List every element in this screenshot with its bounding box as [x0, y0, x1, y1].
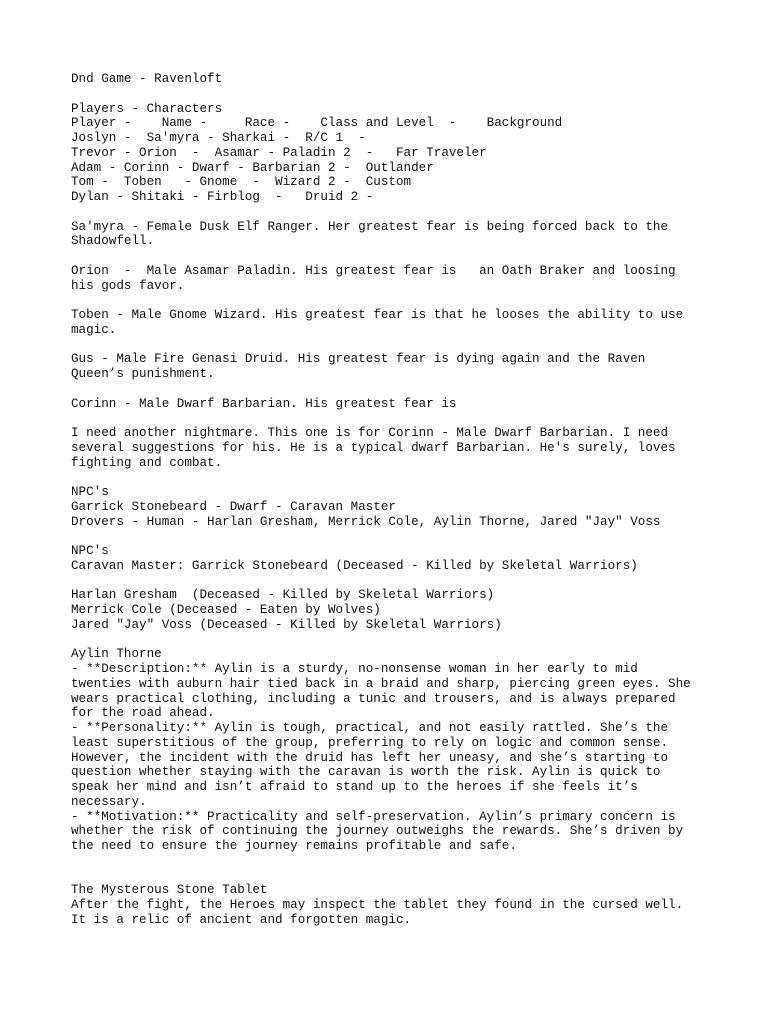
text-line: Player - Name - Race - Class and Level - Background	[71, 116, 563, 131]
text-line: Shadowfell.	[71, 234, 155, 249]
blank-line	[71, 338, 751, 353]
text-line: speak her mind and isn’t afraid to stand up to the heroes if she feels it’s	[71, 780, 638, 794]
text-line: I need another nightmare. This one is for Corinn - Male Dwarf Barbarian. I need	[71, 426, 669, 440]
blank-line	[71, 249, 751, 264]
text-line: Drovers - Human - Harlan Gresham, Merrick Cole, Aylin Thorne, Jared "Jay" Voss	[71, 514, 661, 529]
text-line: Sa'myra - Female Dusk Elf Ranger. Her greatest fear is being forced back to the	[71, 219, 669, 234]
text-line: Players - Characters	[71, 101, 223, 116]
blank-line	[71, 411, 751, 426]
text-line: NPC's	[71, 485, 109, 499]
text-line: twenties with auburn hair tied back in a braid and sharp, piercing green eyes. She	[71, 676, 691, 691]
text-line: for the road ahead.	[71, 706, 215, 721]
text-line: Merrick Cole (Deceased - Eaten by Wolves)	[71, 603, 381, 617]
text-line: After the fight, the Heroes may inspect the tablet they found in the cursed well.	[71, 898, 684, 912]
text-line: least superstitious of the group, preferring to rely on logic and common sense.	[71, 735, 669, 750]
blank-line	[71, 382, 751, 397]
text-line: Corinn - Male Dwarf Barbarian. His greatest fear is	[71, 396, 457, 411]
text-line: Joslyn - Sa'myra - Sharkai - R/C 1 -	[71, 131, 366, 145]
text-line: Gus - Male Fire Genasi Druid. His greatest fear is dying again and the Raven	[71, 352, 646, 367]
text-line: fighting and combat.	[71, 455, 223, 470]
text-line: Tom - Toben - Gnome - Wizard 2 - Custom	[71, 175, 412, 190]
document-page	[71, 72, 751, 928]
blank-line	[71, 205, 751, 220]
text-line: - **Personality:** Aylin is tough, practical, and not easily rattled. She’s the	[71, 721, 669, 735]
text-line: Dylan - Shitaki - Firblog - Druid 2 -	[71, 190, 374, 204]
text-line: necessary.	[71, 794, 147, 809]
text-line: whether the risk of continuing the journey outweighs the rewards. She’s driven by	[71, 824, 684, 839]
text-line: Aylin Thorne	[71, 647, 162, 662]
text-line: It is a relic of ancient and forgotten magic.	[71, 912, 412, 927]
text-line: Jared "Jay" Voss (Deceased - Killed by Skeletal Warriors)	[71, 617, 502, 632]
blank-line	[71, 87, 751, 102]
text-line: Dnd Game - Ravenloft	[71, 72, 223, 86]
blank-line	[71, 470, 751, 485]
text-line: question whether staying with the caravan is worth the risk. Aylin is quick to	[71, 765, 661, 780]
blank-line	[71, 854, 751, 869]
blank-line	[71, 633, 751, 648]
text-line: The Mysterous Stone Tablet	[71, 883, 268, 898]
text-line: Trevor - Orion - Asamar - Paladin 2 - Far Traveler	[71, 145, 487, 160]
text-line: - **Description:** Aylin is a sturdy, no-nonsense woman in her early to mid	[71, 662, 638, 676]
blank-line	[71, 529, 751, 544]
text-line: magic.	[71, 322, 117, 337]
text-line: However, the incident with the druid has left her uneasy, and she’s starting to	[71, 750, 669, 765]
text-line: Orion - Male Asamar Paladin. His greatest fear is an Oath Braker and loosing	[71, 263, 676, 278]
text-line: Toben - Male Gnome Wizard. His greatest fear is that he looses the ability to use	[71, 308, 684, 322]
blank-line	[71, 293, 751, 308]
text-line: NPC's	[71, 544, 109, 558]
text-line: - **Motivation:** Practicality and self-preservation. Aylin’s primary concern is	[71, 809, 676, 824]
blank-line	[71, 574, 751, 589]
text-line: his gods favor.	[71, 278, 185, 293]
blank-line	[71, 869, 751, 884]
text-line: Adam - Corinn - Dwarf - Barbarian 2 - Outlander	[71, 160, 434, 175]
text-line: several suggestions for his. He is a typical dwarf Barbarian. He's surely, loves	[71, 440, 676, 455]
text-line: Garrick Stonebeard - Dwarf - Caravan Master	[71, 499, 396, 514]
text-line: Queen’s punishment.	[71, 367, 215, 381]
text-line: the need to ensure the journey remains profitable and safe.	[71, 839, 517, 853]
text-line: wears practical clothing, including a tunic and trousers, and is always prepared	[71, 691, 676, 706]
text-line: Caravan Master: Garrick Stonebeard (Deceased - Killed by Skeletal Warriors)	[71, 558, 638, 573]
text-line: Harlan Gresham (Deceased - Killed by Skeletal Warriors)	[71, 588, 495, 603]
